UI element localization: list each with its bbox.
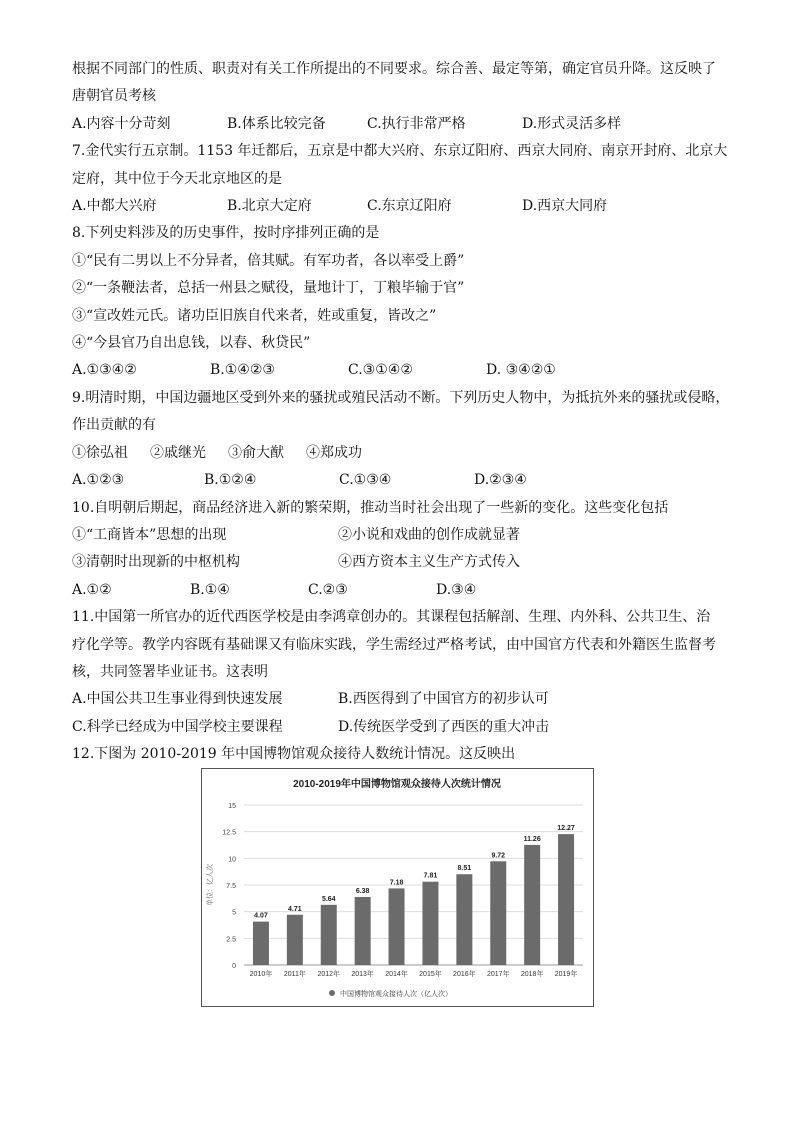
q8-options: [72, 357, 732, 384]
q11-options-row1: [72, 686, 732, 713]
legend-marker: [329, 990, 335, 996]
q8-stem: 8.下列史料涉及的历史事件，按时序排列正确的是: [72, 225, 380, 242]
q11-option-c: C.科学已经成为中国学校主要课程: [72, 718, 283, 735]
q10-option-a: A.①②: [72, 581, 112, 598]
q12-stem: 12.下图为 2010-2019 年中国博物馆观众接待人数统计情况。这反映出: [72, 746, 516, 763]
q6-option-c: C.执行非常严格: [367, 115, 466, 132]
q7-stem-line1: 7.金代实行五京制。1153 年迁都后，五京是中都大兴府、东京辽阳府、西京大同府、南京开封府、北京大: [72, 143, 728, 160]
y-axis-label: 单位：亿人次: [207, 864, 214, 906]
q10-item-1: ①“工商皆本”思想的出现: [72, 526, 227, 543]
x-tick-label: 2013年: [351, 971, 374, 978]
y-tick-label: 2.5: [226, 936, 236, 944]
q7-option-b: B.北京大定府: [227, 198, 312, 215]
q10-option-b: B.①④: [190, 581, 230, 598]
q11-stem-line2: 疗化学等。教学内容既有基础课又有临床实践，学生需经过严格考试，由中国官方代表和外籍医生监督考: [72, 636, 716, 653]
x-tick-label: 2017年: [486, 971, 510, 978]
bar-value-label: 8.51: [457, 865, 472, 873]
bar-value-label: 11.26: [523, 835, 541, 843]
q8-item-2: ②“一条鞭法者，总括一州县之赋役，量地计丁，丁粮毕输于官”: [72, 280, 465, 297]
q10-items-row2: [72, 549, 732, 576]
q11-option-d: D.传统医学受到了西医的重大冲击: [338, 718, 550, 735]
y-tick-label: 0: [232, 963, 236, 970]
q11-option-a: A.中国公共卫生事业得到快速发展: [72, 691, 283, 708]
bar: [287, 915, 303, 965]
q10-option-d: D.③④: [436, 581, 477, 598]
q8-option-a: A.①③④②: [72, 362, 137, 379]
q6-option-d: D.形式灵活多样: [522, 115, 622, 132]
q9-stem-line1: 9.明清时期，中国边疆地区受到外来的骚扰或殖民活动不断。下列历史人物中，为抵抗外来的骚扰或侵略，: [72, 389, 730, 406]
q7-option-a: A.中都大兴府: [72, 198, 157, 215]
bar: [456, 874, 472, 965]
q9-item-4: ④郑成功: [306, 444, 362, 461]
q9-item-1: ①徐弘祖: [72, 444, 128, 461]
bar-value-label: 9.72: [491, 852, 506, 860]
x-tick-label: 2018年: [520, 971, 544, 978]
museum-visitors-chart: [201, 768, 594, 1007]
bar: [355, 897, 371, 965]
bar-value-label: 5.64: [321, 895, 336, 903]
q8-item-4: ④“今县官乃自出息钱，以春、秋贷民”: [72, 335, 311, 352]
q9-option-b: B.①②④: [204, 472, 257, 489]
bar: [253, 922, 269, 965]
q9-stem-line2: 作出贡献的有: [72, 417, 156, 434]
y-tick-label: 12.5: [222, 829, 236, 837]
bar: [524, 845, 540, 965]
bar-value-label: 7.18: [389, 879, 404, 887]
x-tick-label: 2011年: [283, 971, 306, 978]
q9-option-a: A.①②③: [72, 472, 125, 489]
bar-value-label: 12.27: [557, 825, 575, 833]
q11-stem-line3: 核，共同签署毕业证书。这表明: [72, 663, 268, 680]
q6-stem-line1: 根据不同部门的性质、职责对有关工作所提出的不同要求。综合善、最定等第，确定官员升降。这反映了: [72, 61, 716, 77]
q11-stem-line1: 11.中国第一所官办的近代西医学校是由李鸿章创办的。其课程包括解剖、生理、内外科、公共卫生、治: [72, 609, 711, 626]
bar-value-label: 6.38: [355, 887, 370, 895]
bar: [490, 861, 506, 965]
x-tick-label: 2012年: [317, 971, 341, 978]
y-tick-label: 5: [232, 909, 236, 917]
q10-item-3: ③清朝时出现新的中枢机构: [72, 554, 240, 571]
bar-value-label: 4.71: [288, 905, 302, 913]
q8-option-c: C.③①④②: [348, 362, 413, 379]
q6-options: [72, 111, 732, 138]
q10-items-row1: [72, 522, 732, 549]
q6-option-a: A.内容十分苛刻: [72, 115, 171, 132]
bar: [422, 882, 438, 965]
q9-options: [72, 467, 732, 494]
bar: [389, 888, 405, 965]
q7-options: [72, 193, 732, 220]
q10-options: [72, 577, 732, 604]
x-tick-label: 2019年: [554, 971, 578, 978]
q9-item-2: ②戚继光: [150, 444, 206, 461]
bar-value-label: 7.81: [423, 872, 438, 880]
q10-item-2: ②小说和戏曲的创作成就显著: [338, 526, 520, 543]
legend-label: 中国博物馆观众接待人次（亿人次）: [340, 991, 452, 998]
q8-item-3: ③“宣改姓元氏。诸功臣旧族自代来者，姓或重复，皆改之”: [72, 307, 437, 324]
q7-stem-line2: 定府，其中位于今天北京地区的是: [72, 170, 282, 187]
q7-option-c: C.东京辽阳府: [367, 198, 452, 215]
x-tick-label: 2014年: [385, 971, 408, 978]
q9-option-c: C.①③④: [339, 472, 392, 489]
q11-options-row2: [72, 714, 732, 741]
x-tick-label: 2015年: [419, 971, 442, 978]
q6-option-b: B.体系比较完备: [227, 115, 326, 132]
exam-page: [72, 56, 732, 769]
q8-option-d: D. ③④②①: [486, 362, 556, 379]
q10-option-c: C.②③: [308, 581, 348, 598]
q9-option-d: D.②③④: [474, 472, 527, 489]
q8-option-b: B.①④②③: [210, 362, 275, 379]
y-tick-label: 10: [228, 856, 236, 864]
chart-title: 2010-2019年中国博物馆观众接待人次统计情况: [293, 779, 501, 790]
q11-option-b: B.西医得到了中国官方的初步认可: [338, 691, 549, 708]
x-tick-label: 2016年: [453, 971, 476, 978]
x-tick-label: 2010年: [249, 971, 273, 978]
q9-item-3: ③俞大猷: [228, 444, 284, 461]
bar-chart-svg: [202, 769, 593, 1006]
q8-item-1: ①“民有二男以上不分异者，倍其赋。有军功者，各以率受上爵”: [72, 252, 465, 269]
q10-stem: 10.自明朝后期起，商品经济进入新的繁荣期，推动当时社会出现了一些新的变化。这些变化包括: [72, 499, 669, 516]
y-tick-label: 15: [228, 803, 236, 810]
q7-option-d: D.西京大同府: [522, 198, 608, 215]
bar-value-label: 4.07: [254, 912, 268, 920]
q9-items: [72, 440, 732, 467]
bar: [558, 834, 574, 965]
bar: [321, 905, 337, 965]
y-tick-label: 7.5: [226, 883, 236, 890]
q10-item-4: ④西方资本主义生产方式传入: [338, 554, 520, 571]
q6-stem-line2: 唐朝官员考核: [72, 88, 156, 105]
